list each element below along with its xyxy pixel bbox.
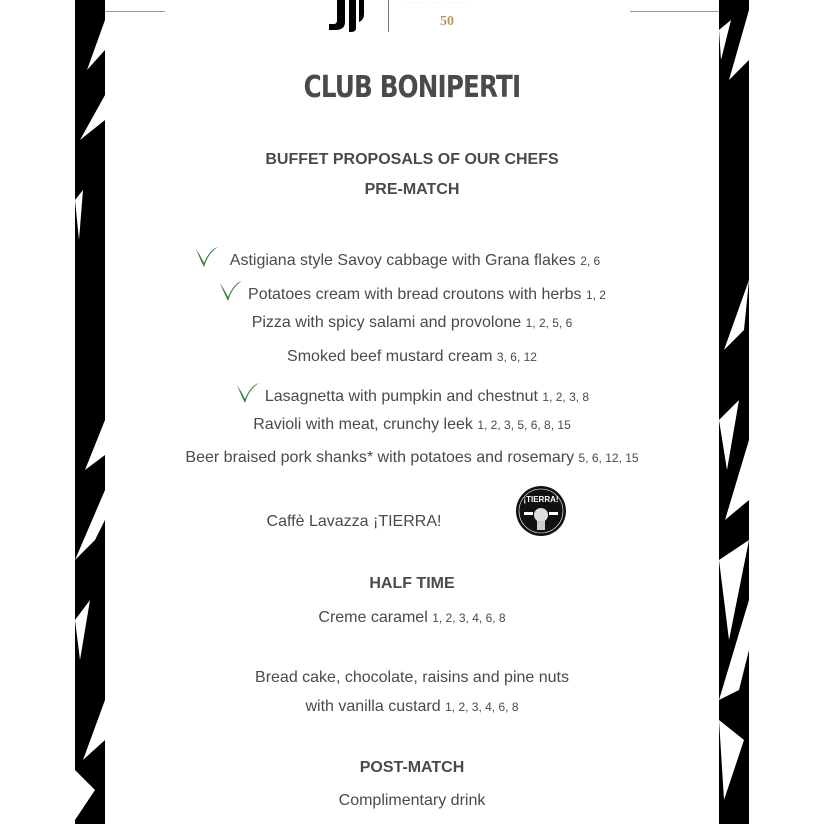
vegetarian-leaf-icon	[194, 245, 220, 269]
pre-match-heading: PRE-MATCH	[364, 181, 460, 198]
list-item: Beer braised pork shanks* with potatoes and rosemary 5, 6, 12, 15	[185, 449, 639, 466]
list-item: Lasagnetta with pumpkin and chestnut 1, 2, 3, 8	[0, 381, 824, 407]
list-item: Complimentary drink	[338, 792, 486, 809]
list-item: Creme caramel 1, 2, 3, 4, 6, 8	[318, 609, 506, 626]
vegetarian-leaf-icon	[235, 381, 261, 405]
vegetarian-leaf-icon	[218, 279, 244, 303]
list-item: Potatoes cream with bread croutons with herbs 1, 2	[0, 279, 824, 305]
list-item: with vanilla custard 1, 2, 3, 4, 6, 8	[305, 698, 519, 715]
svg-text:¡TIERRA!: ¡TIERRA!	[523, 495, 559, 504]
header-small-print: ·········· ······ ·········	[407, 0, 470, 5]
list-item: Astigiana style Savoy cabbage with Grana flakes 2, 6	[0, 245, 824, 271]
list-item: Bread cake, chocolate, raisins and pine nuts	[255, 669, 569, 686]
coffee-line: Caffè Lavazza ¡TIERRA!	[266, 513, 442, 530]
post-match-heading: POST-MATCH	[359, 759, 465, 776]
header-divider	[388, 0, 389, 32]
list-item: Pizza with spicy salami and provolone 1, 2, 5, 6	[251, 314, 573, 331]
juventus-logo-icon	[325, 0, 367, 32]
header-rule-left	[105, 11, 165, 12]
list-item: Ravioli with meat, crunchy leek 1, 2, 3, 5, 6, 8, 15	[253, 416, 571, 433]
tierra-coffee-badge-icon	[515, 485, 567, 537]
half-time-heading: HALF TIME	[369, 575, 455, 592]
fifty-years-mark: 50	[440, 14, 454, 29]
page-title: CLUB BONIPERTI	[303, 70, 521, 105]
section-title: BUFFET PROPOSALS OF OUR CHEFS	[265, 151, 559, 168]
list-item: Smoked beef mustard cream 3, 6, 12	[287, 348, 537, 365]
header-rule-right	[630, 11, 719, 12]
